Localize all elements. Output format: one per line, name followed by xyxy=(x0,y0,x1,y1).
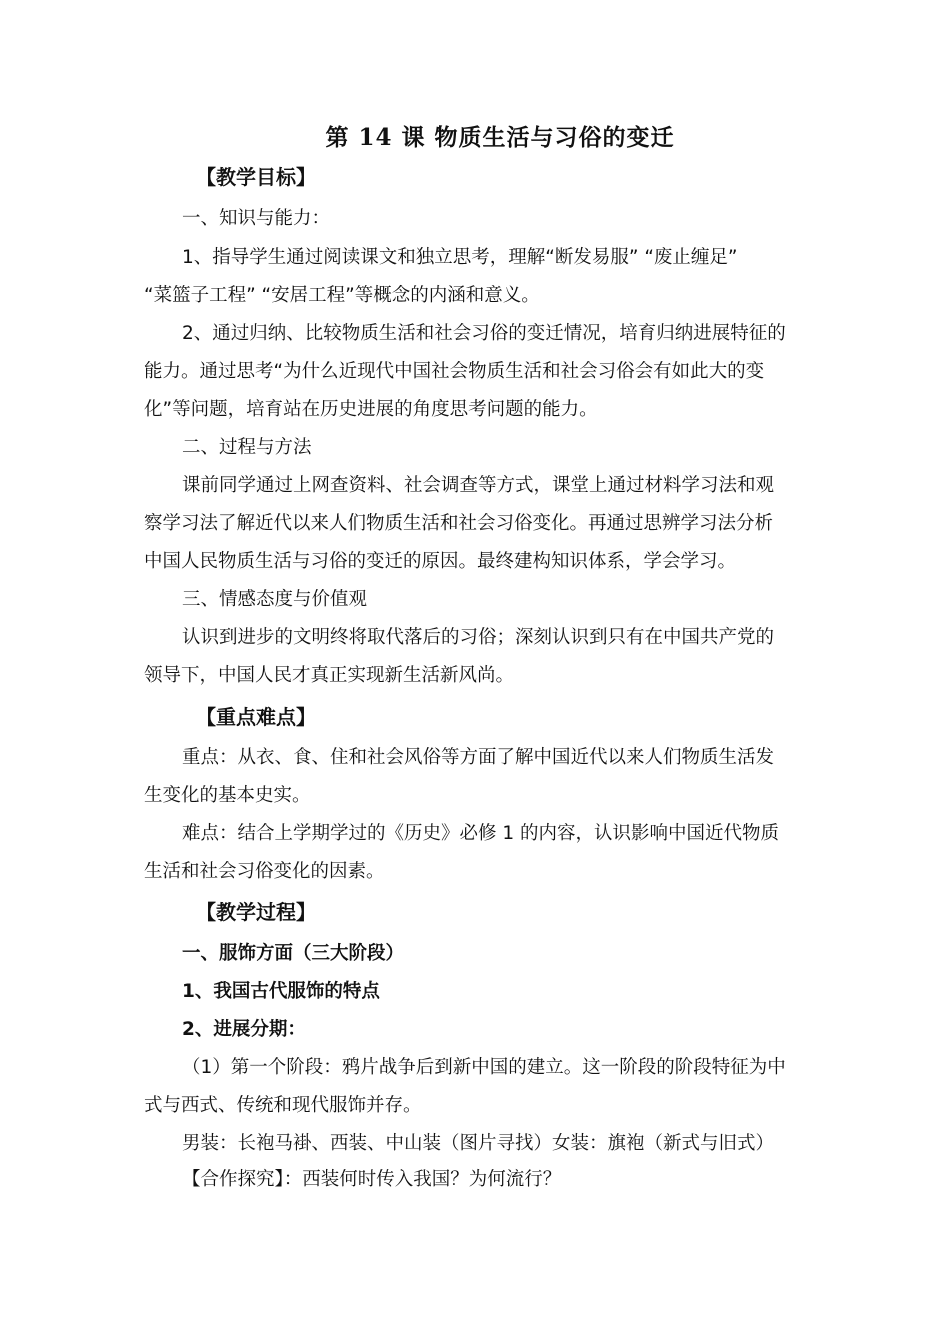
subheading-process: 二、过程与方法 xyxy=(182,437,312,458)
paragraph-line: 能力。通过思考“为什么近现代中国社会物质生活和社会习俗会有如此大的变 xyxy=(144,361,765,382)
section-heading-process: 【教学过程】 xyxy=(196,900,316,924)
paragraph-line: （1）第一个阶段：鸦片战争后到新中国的建立。这一阶段的阶段特征为中 xyxy=(182,1057,786,1078)
subheading-values: 三、情感态度与价值观 xyxy=(182,589,368,610)
section-heading-objectives: 【教学目标】 xyxy=(196,165,316,189)
paragraph-line: 课前同学通过上网查资料、社会调查等方式，课堂上通过材料学习法和观 xyxy=(182,475,775,496)
paragraph-line: 难点：结合上学期学过的《历史》必修 1 的内容，认识影响中国近代物质 xyxy=(182,823,780,844)
bold-subheading: 一、服饰方面（三大阶段） xyxy=(182,943,405,964)
paragraph-line: 生活和社会习俗变化的因素。 xyxy=(144,861,385,882)
paragraph-line: 化”等问题，培育站在历史进展的角度思考问题的能力。 xyxy=(144,399,598,420)
paragraph-line: 重点：从衣、食、住和社会风俗等方面了解中国近代以来人们物质生活发 xyxy=(182,747,775,768)
bold-subheading: 2、进展分期： xyxy=(182,1019,306,1040)
subheading-knowledge: 一、知识与能力： xyxy=(182,208,331,229)
bold-subheading: 1、我国古代服饰的特点 xyxy=(182,981,380,1002)
paragraph-line: “菜篮子工程” “安居工程”等概念的内涵和意义。 xyxy=(144,285,540,306)
document-title: 第 14 课 物质生活与习俗的变迁 xyxy=(325,124,675,151)
paragraph-line: 2、通过归纳、比较物质生活和社会习俗的变迁情况，培育归纳进展特征的 xyxy=(182,323,786,344)
paragraph-line: 认识到进步的文明终将取代落后的习俗；深刻认识到只有在中国共产党的 xyxy=(182,627,775,648)
section-heading-key-points: 【重点难点】 xyxy=(196,705,316,729)
paragraph-line: 领导下，中国人民才真正实现新生活新风尚。 xyxy=(144,665,515,686)
paragraph-line: 中国人民物质生活与习俗的变迁的原因。最终建构知识体系，学会学习。 xyxy=(144,551,737,572)
paragraph-line: 【合作探究】：西装何时传入我国？为何流行？ xyxy=(182,1169,562,1190)
paragraph-line: 式与西式、传统和现代服饰并存。 xyxy=(144,1095,422,1116)
paragraph-line: 1、指导学生通过阅读课文和独立思考，理解“断发易服” “废止缠足” xyxy=(182,247,738,268)
paragraph-line: 生变化的基本史实。 xyxy=(144,785,311,806)
paragraph-line: 男装：长袍马褂、西装、中山装（图片寻找）女装：旗袍（新式与旧式） xyxy=(182,1133,775,1154)
paragraph-line: 察学习法了解近代以来人们物质生活和社会习俗变化。再通过思辨学习法分析 xyxy=(144,513,774,534)
